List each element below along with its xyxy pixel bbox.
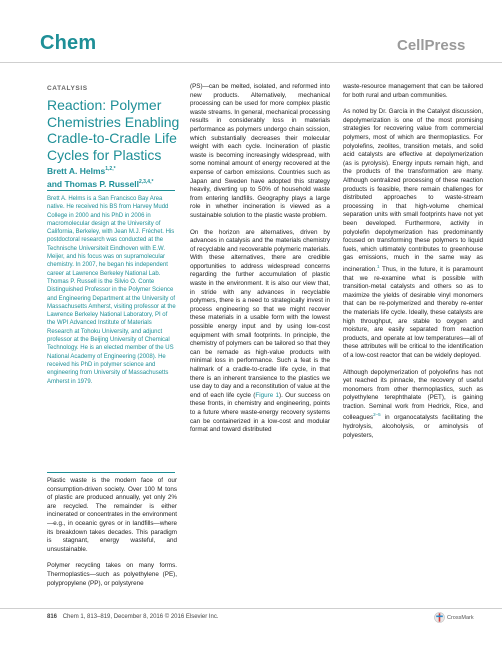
footer-citation: Chem 1, 813–819, December 8, 2016 © 2016 Elsevier Inc. xyxy=(62,614,219,620)
body-column-2 xyxy=(190,83,330,443)
body-paragraph: Polymer recycling takes on many forms. Thermoplastics—such as polyethylene (PE), polypropylene (PP), or polystyrene xyxy=(47,562,177,587)
crossmark-icon xyxy=(434,612,445,623)
footer-divider xyxy=(0,608,502,609)
body-paragraph xyxy=(343,369,483,441)
body-paragraph: Plastic waste is the modern face of our consumption-driven society. Over 100 M tons of plastic are produced annually, yet only 2% are recycled. The remainder is either incinerated or concentrates in the environment—e.g., in oceanic gyres or in landfills—where its breakdown takes decades. This paradigm is stagnant, energy wasteful, and unsustainable. xyxy=(47,477,177,553)
section-label: CATALYSIS xyxy=(47,85,88,92)
body-column-1 xyxy=(47,477,177,596)
page-footer xyxy=(47,614,219,620)
reference-link[interactable]: 2–5 xyxy=(373,412,381,418)
header-divider xyxy=(0,62,502,63)
author-helms-affiliation: 1,2,* xyxy=(105,166,116,172)
article-authors xyxy=(47,164,182,190)
bio-helms: Brett A. Helms is a San Francisco Bay Area native. He received his BS from Harvey Mudd College in 2000 and his PhD in 2006 in macromolecular design at the University of California, Berkeley, with Jean M.J. Fréchet. His postdoctoral research was conducted at the Technische Universiteit Eindhoven with E.W. Meijer, and his focus was on supramolecular chemistry. In 2007, he began his independent career at Lawrence Berkeley National Lab. xyxy=(47,196,175,277)
body-paragraph xyxy=(343,108,483,360)
body-text: Thus, in the future, it is paramount that we re-examine what is possible with transition-metal catalysts and others so as to maximize the yields of desirable vinyl monomers that can be re-polymerized and thereby re-enter the materials life cycle. Ideally, these catalysts are high throughput, are stable to oxygen and moisture, are easily separated from reaction products, and operate at low temperatures—all of these attributes will be critical to the identification of a low-cost reactor that can be widely deployed. xyxy=(343,265,483,359)
body-text: As noted by Dr. García in the Catalyst discussion, depolymerization is one of the most promising strategies for recovering value from commercial polymers, most of which are thermoplastics. For polyolefins, zeolites, transition metals, and solid acid catalysts are effective at depolymerization (as is pyrolysis). Energy inputs remain high, and the products of the transformation are many. Although centralized processing of these reaction products is feasible, there remain challenges for distributed approaches to waste-stream processing in that high-volume chemical separation units with small footprints have not yet been developed. Furthermore, activity in polyolefin depolymerization has predominantly focused on transforming these polymers to liquid fuels, which ultimately contributes to greenhouse gas emissions, much in the same way as incineration. xyxy=(343,108,483,273)
page-number: 816 xyxy=(47,614,58,620)
journal-title: Chem xyxy=(40,32,97,54)
body-text: ). Our success on these fronts, in chemistry and engineering, points to a future where waste-energy recovery systems can be containerized in a low-cost and modular format and toward distributed xyxy=(190,391,331,434)
bio-russell: Thomas P. Russell is the Silvio O. Conte Distinguished Professor in the Polymer Science and Engineering Department at the University of Massachusetts Amherst, visiting professor at the Lawrence Berkeley National Laboratory, PI of the WPI Advanced Institute of Materials Research at Tohoku University, and adjunct professor at the Beijing University of Chemical Technology. He is an elected member of the US National Academy of Engineering (2008). He received his PhD in polymer science and engineering from University of Massachusetts Amherst in 1979. xyxy=(47,278,176,385)
author-russell-affiliation: 2,3,4,* xyxy=(138,178,154,185)
crossmark-label: CrossMark xyxy=(447,614,474,621)
crossmark-badge[interactable] xyxy=(434,612,474,623)
body-text: Although depolymerization of polyolefins has not yet reached its pinnacle, the recovery of useful monomers from other thermoplastics, such as polyethylene terephthalate (PET), is gaining traction. Seminal work from Hedrick, Rice, and colleagues xyxy=(343,368,483,422)
publisher-logo: CellPress xyxy=(397,37,466,54)
bio-bottom-divider xyxy=(47,472,175,473)
figure-1-link[interactable]: Figure 1 xyxy=(255,391,280,399)
page-header xyxy=(0,0,502,68)
body-column-3 xyxy=(343,83,483,448)
author-russell: and Thomas P. Russell xyxy=(47,178,139,189)
body-paragraph: (PS)—can be melted, isolated, and reformed into new products. Alternatively, mechanical processing can be used for more complex plastic waste streams. In general, mechanical processing results in considerably loss in materials performance as polymers undergo chain scission, which substantially decreases their molecular weight with each cycle. Incineration of plastic waste is becoming increasingly widespread, with some nominal amount of energy recovered at the expense of carbon emissions. Countries such as Japan and Sweden have adopted this strategy heavily, diverting up to 50% of household waste from entering landfills. Geography plays a large role in whether incineration is viewed as a sustainable solution to the plastic waste problem. xyxy=(190,83,330,219)
reference-link[interactable]: 1 xyxy=(376,263,380,269)
body-paragraph xyxy=(190,229,330,435)
author-bios xyxy=(47,195,177,386)
bio-top-divider xyxy=(47,190,175,191)
article-title: Reaction: Polymer Chemistries Enabling Cradle-to-Cradle Life Cycles for Plastics xyxy=(47,97,180,163)
body-text: On the horizon are alternatives, driven by advances in catalysis and the materials chemistry of recyclable and recoverable polymeric materials. With these alternatives, there are credible opportunities to address widespread concerns regarding the further accumulation of plastic waste in the environment. It is also our view that, in stride with any advances in recyclable polymers, there is a need to strategically invest in process engineering so that we might recover these materials in a usable form with the lowest possible energy input and by using low-cost equipment with small footprints. In principle, the chemistry of polymers can be tailored so that they can be remade as high-value products with minimal loss in performance. Such a feat is the hallmark of a cradle-to-cradle life cycle, in that there is an inherent transience to the plastics we use day to day and a reconstitution of value at the end of each life cycle ( xyxy=(190,228,330,399)
body-text: in organocatalysts facilitating the hydrolysis, alcoholysis, or aminolysis of polyesters, xyxy=(343,414,483,439)
author-helms: Brett A. Helms xyxy=(47,165,106,176)
body-paragraph: waste-resource management that can be tailored for both rural and urban communities. xyxy=(343,83,483,99)
